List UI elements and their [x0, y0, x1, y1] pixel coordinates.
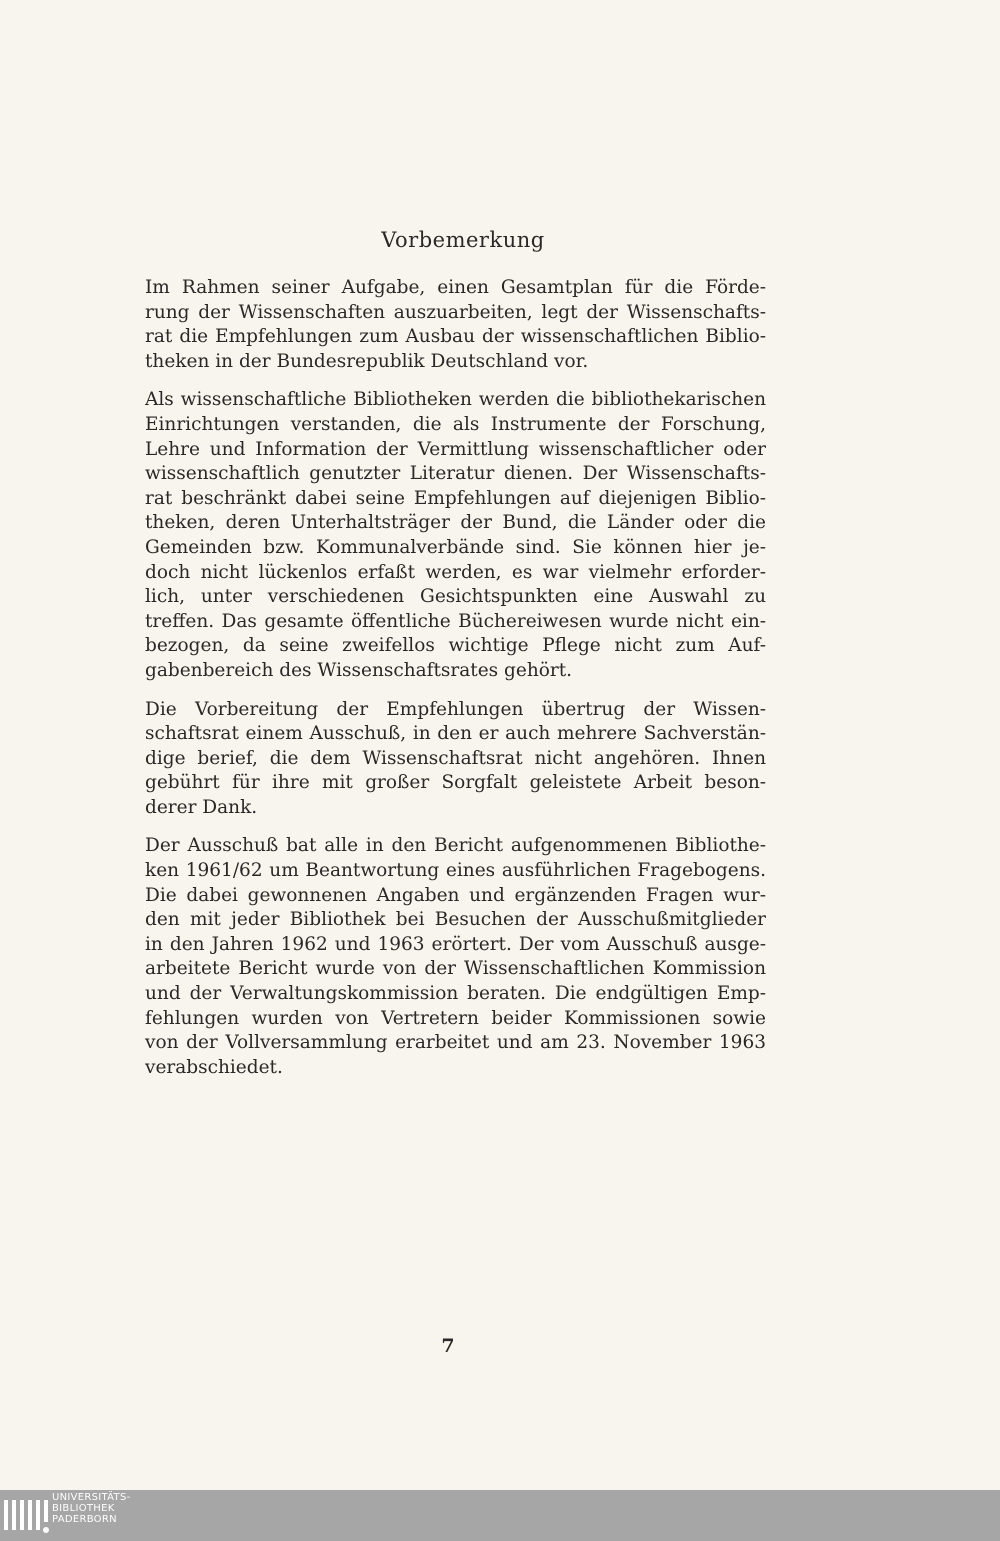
paragraph-3: [145, 698, 766, 821]
page-title: Vorbemerkung: [381, 228, 545, 252]
text-line: fehlungen wurden von Vertretern beider Kommissionen sowie: [145, 1007, 766, 1029]
text-line: und der Verwaltungskommission beraten. Die endgültigen Emp-: [145, 983, 766, 1005]
text-line: derer Dank.: [145, 796, 258, 818]
text-line: Lehre und Information der Vermittlung wissenschaftlicher oder: [145, 438, 766, 460]
text-line: rat beschränkt dabei seine Empfehlungen auf diejenigen Biblio-: [145, 487, 766, 509]
text-line: Einrichtungen verstanden, die als Instrumente der Forschung,: [145, 413, 766, 435]
library-name-line: UNIVERSITÄTS-: [52, 1492, 131, 1503]
text-line: lich, unter verschiedenen Gesichtspunkten eine Auswahl zu: [145, 586, 766, 608]
body-text: [145, 276, 766, 1094]
text-line: rung der Wissenschaften auszuarbeiten, legt der Wissenschafts-: [145, 301, 766, 323]
text-line: treffen. Das gesamte öffentliche Büchereiwesen wurde nicht ein-: [145, 610, 766, 632]
library-name-line: PADERBORN: [52, 1514, 117, 1525]
library-name-line: BIBLIOTHEK: [52, 1503, 115, 1514]
library-logo-icon: [2, 1498, 50, 1538]
page-number: 7: [441, 1335, 455, 1357]
text-line: dige berief, die dem Wissenschaftsrat nicht angehören. Ihnen: [145, 747, 766, 769]
text-line: doch nicht lückenlos erfaßt werden, es war vielmehr erforder-: [145, 561, 766, 583]
paragraph-1: [145, 276, 766, 374]
text-line: gabenbereich des Wissenschaftsrates gehört.: [145, 659, 573, 681]
text-line: theken, deren Unterhaltsträger der Bund, die Länder oder die: [145, 512, 766, 534]
paragraph-2: [145, 388, 766, 683]
library-footer: [0, 1490, 1000, 1541]
text-line: von der Vollversammlung erarbeitet und am 23. November 1963: [145, 1032, 766, 1054]
text-line: Als wissenschaftliche Bibliotheken werden die bibliothekarischen: [145, 389, 766, 411]
text-line: verabschiedet.: [145, 1056, 283, 1078]
text-line: Die dabei gewonnenen Angaben und ergänzenden Fragen wur-: [145, 884, 766, 906]
text-line: gebührt für ihre mit großer Sorgfalt geleistete Arbeit beson-: [145, 772, 766, 794]
text-line: ken 1961/62 um Beantwortung eines ausführlichen Fragebogens.: [145, 860, 766, 882]
text-line: schaftsrat einem Ausschuß, in den er auch mehrere Sachverstän-: [145, 723, 766, 745]
text-line: rat die Empfehlungen zum Ausbau der wissenschaftlichen Biblio-: [145, 326, 766, 348]
text-line: bezogen, da seine zweifellos wichtige Pflege nicht zum Auf-: [145, 635, 766, 657]
text-line: Die Vorbereitung der Empfehlungen übertrug der Wissen-: [145, 698, 766, 720]
text-line: arbeitete Bericht wurde von der Wissenschaftlichen Kommission: [145, 958, 766, 980]
text-line: wissenschaftlich genutzter Literatur dienen. Der Wissenschafts-: [145, 463, 766, 485]
library-name: [52, 1492, 131, 1525]
text-line: theken in der Bundesrepublik Deutschland vor.: [145, 350, 589, 372]
text-line: den mit jeder Bibliothek bei Besuchen der Ausschußmitglieder: [145, 909, 766, 931]
text-line: in den Jahren 1962 und 1963 erörtert. Der vom Ausschuß ausge-: [145, 933, 766, 955]
text-line: Gemeinden bzw. Kommunalverbände sind. Sie können hier je-: [145, 536, 766, 558]
paragraph-4: [145, 834, 766, 1080]
text-line: Im Rahmen seiner Aufgabe, einen Gesamtplan für die Förde-: [145, 277, 766, 298]
text-line: Der Ausschuß bat alle in den Bericht aufgenommenen Bibliothe-: [145, 835, 766, 857]
